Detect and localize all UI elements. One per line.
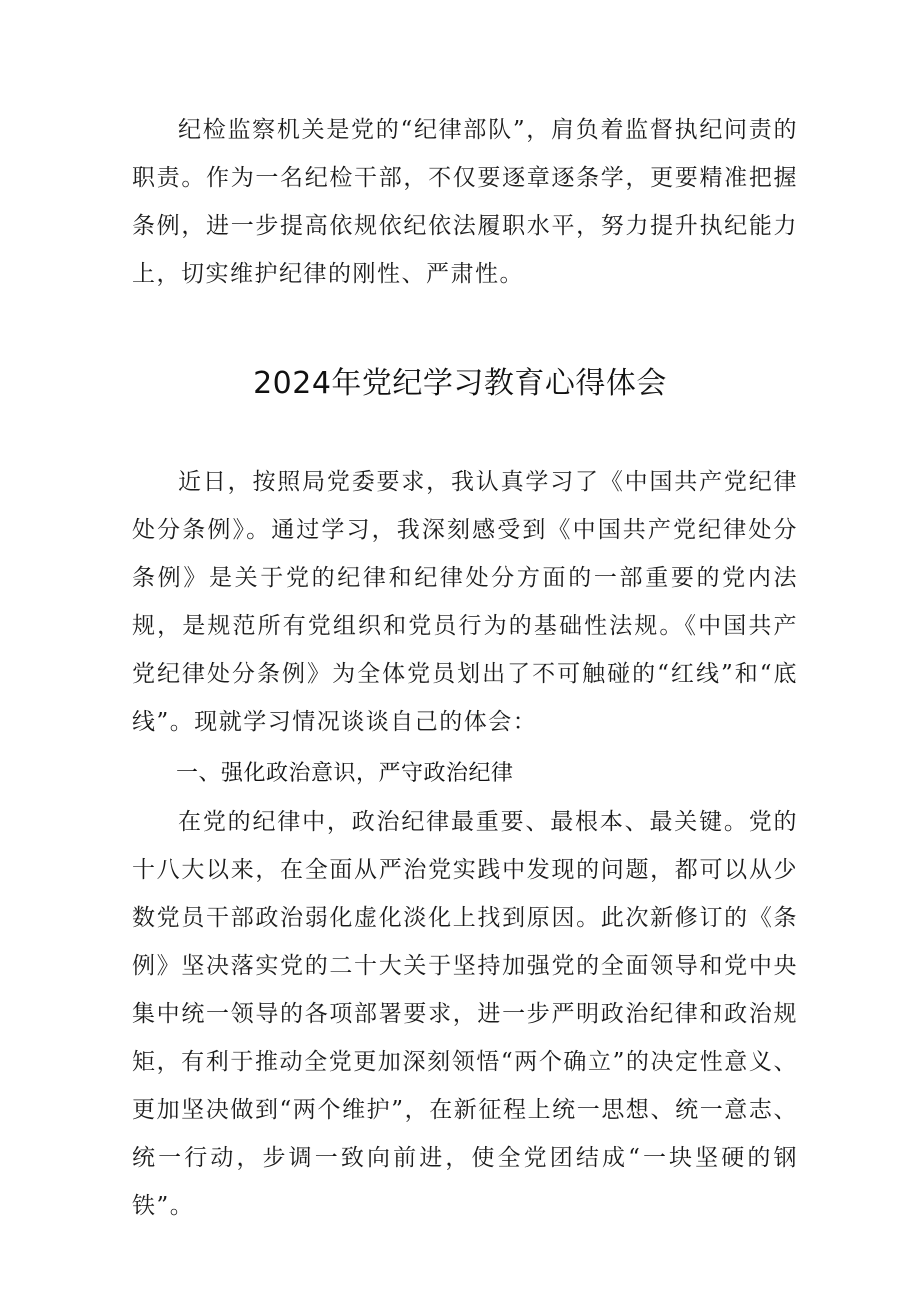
intro-paragraph: 纪检监察机关是党的“纪律部队”，肩负着监督执纪问责的职责。作为一名纪检干部，不仅要逐章逐条学，更要精准把握条例，进一步提高依规依纪依法履职水平，努力提升执纪能力上，切实维护纪律的刚性、严肃性。 [132,117,798,287]
intro-paragraph-block [132,106,798,298]
section-heading-block [132,752,798,796]
body-paragraph-block-1 [132,458,798,746]
document-title: 2024年党纪学习教育心得体会 [253,366,667,401]
body-paragraph: 在党的纪律中，政治纪律最重要、最根本、最关键。党的十八大以来，在全面从严治党实践中发现的问题，都可以从少数党员干部政治弱化虚化淡化上找到原因。此次新修订的《条例》坚决落实党的二十大关于坚持加强党的全面领导和党中央集中统一领导的各项部署要求，进一步严明政治纪律和政治规矩，有利于推动全党更加深刻领悟“两个确立”的决定性意义、更加坚决做到“两个维护”，在新征程上统一思想、统一意志、统一行动，步调一致向前进，使全党团结成“一块坚硬的钢铁”。 [132,809,798,1219]
title-block [0,362,920,406]
body-paragraph: 近日，按照局党委要求，我认真学习了《中国共产党纪律处分条例》。通过学习，我深刻感受到《中国共产党纪律处分条例》是关于党的纪律和纪律处分方面的一部重要的党内法规，是规范所有党组织和党员行为的基础性法规。《中国共产党纪律处分条例》为全体党员划出了不可触碰的“红线”和“底线”。现就学习情况谈谈自己的体会： [132,469,798,735]
body-paragraph-block-2 [132,798,798,1230]
section-heading: 一、强化政治意识，严守政治纪律 [176,761,514,786]
